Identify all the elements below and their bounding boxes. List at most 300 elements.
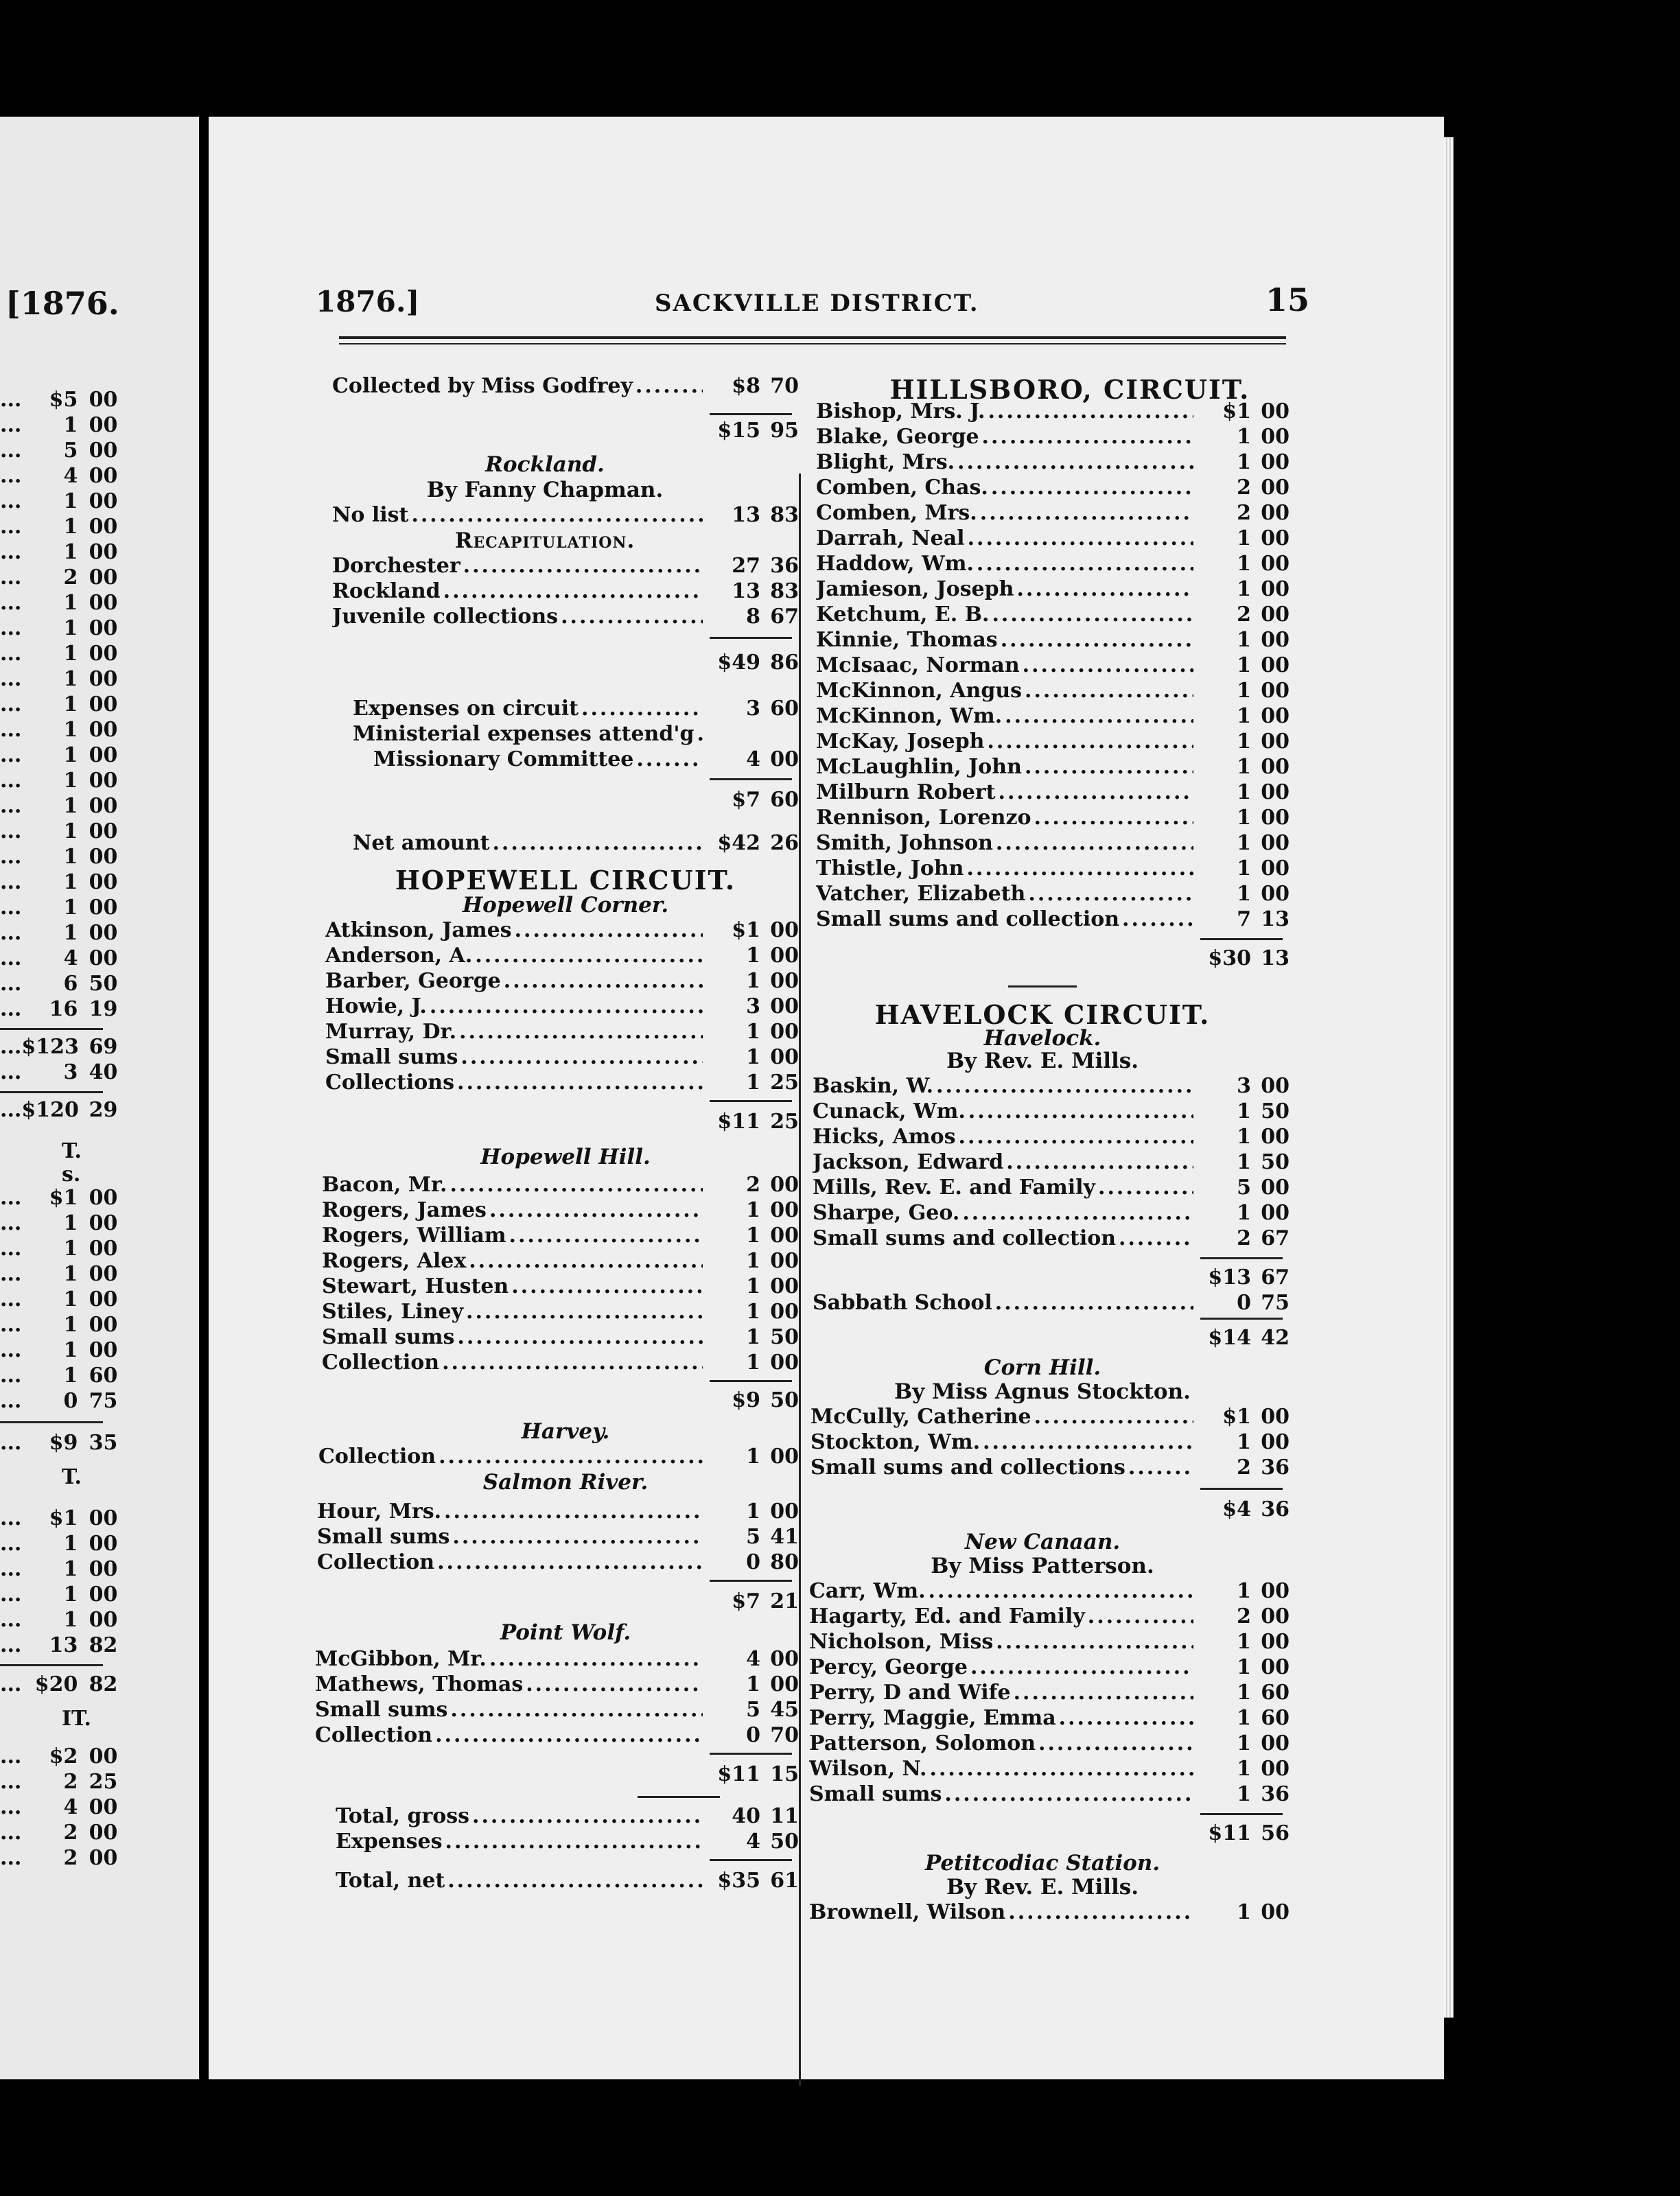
amount-cents: 21 [770, 1589, 799, 1613]
amount-cents: 00 [1261, 603, 1290, 627]
leader-dots: ... [0, 1313, 22, 1337]
amount-cents: 00 [1261, 450, 1290, 474]
amount-cents: 00 [89, 896, 118, 920]
amount-row [0, 743, 117, 768]
entry-name: Collection [318, 1445, 436, 1469]
amount-cents: 00 [1261, 628, 1290, 652]
leader-dots [515, 918, 703, 942]
recap-total [332, 651, 799, 677]
amount-dollars: 1 [1237, 1150, 1251, 1174]
hillsboro-heading: HILLSBORO, CIRCUIT. [889, 374, 1250, 405]
amount-row [0, 1338, 117, 1363]
amount-dollars: 1 [63, 1364, 78, 1388]
amount [21, 642, 117, 666]
leader-dots: ... [0, 972, 22, 996]
havelock-by: By Rev. E. Mills. [946, 1049, 1139, 1073]
leader-dots [475, 944, 703, 968]
entry-name: McLaughlin, John [816, 755, 1022, 779]
amount-dollars: $123 [21, 1035, 79, 1059]
amount-dollars: 1 [63, 1338, 78, 1362]
leader-dots: ... [0, 1389, 22, 1413]
amount-cents: 29 [89, 1098, 118, 1122]
donor-row [816, 476, 1290, 502]
amount-dollars: 1 [63, 692, 78, 716]
hopewell-circuit-heading: HOPEWELL CIRCUIT. [395, 865, 736, 896]
leader-dots: ... [0, 896, 22, 920]
entry-name: Collection [322, 1351, 440, 1375]
havelock-subtotal [809, 1265, 1290, 1292]
amount-cents: 13 [1261, 946, 1290, 970]
new-canaan-by: By Miss Patterson. [931, 1554, 1154, 1578]
donor-row [317, 1550, 799, 1576]
rockland-by: By Fanny Chapman. [426, 478, 664, 502]
amount-cents: 00 [89, 1338, 118, 1362]
amount-dollars: 1 [746, 1198, 760, 1222]
amount [21, 1557, 117, 1582]
amount-dollars: 1 [63, 667, 78, 691]
amount-cents: 00 [770, 1198, 799, 1222]
amount [21, 1186, 117, 1211]
leader-dots [492, 831, 703, 855]
entry-name: Percy, George [809, 1655, 968, 1679]
amount-cents: 00 [1261, 1604, 1290, 1628]
leader-dots [450, 1698, 703, 1722]
entry-name: Howie, J. [325, 994, 427, 1018]
amount-row [0, 1364, 117, 1388]
amount-cents: 41 [770, 1525, 799, 1549]
leader-dots [466, 1300, 703, 1324]
leader-dots [970, 1655, 1193, 1679]
leader-dots: ... [0, 1795, 22, 1819]
amount-dollars: 1 [1237, 704, 1251, 728]
leader-dots [435, 1723, 703, 1747]
donor-row [809, 1782, 1290, 1808]
havelock-subheading: Havelock. [983, 1026, 1101, 1051]
amount-cents: 50 [89, 972, 118, 996]
amount-cents: 00 [89, 794, 118, 818]
amount-dollars: 1 [1237, 780, 1251, 804]
amount-cents: 00 [1261, 882, 1290, 906]
leader-dots: ... [0, 515, 22, 539]
amount-dollars: 13 [49, 1633, 78, 1657]
amount-cents: 60 [1261, 1706, 1290, 1730]
leader-dots: ... [0, 591, 22, 615]
amount-row [0, 413, 117, 438]
salmon-river-total [317, 1589, 799, 1615]
amount [21, 388, 117, 412]
amount-dollars: $5 [49, 388, 78, 412]
amount-dollars: 1 [1237, 1430, 1251, 1454]
amount-dollars: $1 [732, 918, 760, 942]
havelock-total [809, 1326, 1290, 1352]
amount-cents: 70 [770, 1723, 799, 1747]
donor-row [322, 1224, 799, 1250]
entry-name: McKinnon, Wm. [816, 704, 1003, 728]
amount-cents: 60 [89, 1364, 118, 1388]
donor-row [809, 1681, 1290, 1707]
donor-row [816, 552, 1290, 578]
leader-dots [1025, 679, 1193, 703]
entry-name: Atkinson, James [325, 918, 512, 942]
leader-dots [1023, 653, 1193, 677]
amount-cents: 00 [770, 1351, 799, 1375]
amount-cents: 60 [770, 697, 799, 721]
amount-row [0, 1821, 117, 1845]
leader-dots [1059, 1706, 1193, 1730]
leader-dots [526, 1672, 703, 1696]
leader-dots: ... [0, 870, 22, 894]
amount-dollars: 27 [732, 554, 760, 578]
entry-name: Sabbath School [813, 1291, 992, 1315]
leader-dots: ... [0, 1060, 22, 1084]
amount-cents: 50 [770, 1388, 799, 1412]
amount-cents: 00 [1261, 552, 1290, 576]
page-edges [1444, 137, 1454, 2018]
leader-dots [443, 579, 703, 603]
amount-row [0, 896, 117, 920]
amount-dollars: $14 [1208, 1326, 1251, 1350]
amount-row [0, 845, 117, 869]
amount-cents: 00 [770, 1274, 799, 1298]
amount-dollars: 1 [63, 1608, 78, 1632]
amount-cents: 00 [89, 870, 118, 894]
entry-name: Collections [325, 1071, 454, 1095]
amount-cents: 26 [770, 831, 799, 855]
amount-dollars: 1 [1237, 679, 1251, 703]
leader-dots: ... [0, 413, 22, 437]
amount-dollars: 1 [63, 540, 78, 564]
donor-row [816, 729, 1290, 756]
amount-row [0, 1237, 117, 1261]
amount-cents: 00 [89, 1186, 118, 1210]
entry-name: Carr, Wm. [809, 1579, 926, 1603]
amount-cents: 70 [770, 374, 799, 398]
amount-cents: 75 [1261, 1291, 1290, 1315]
amount-dollars: 1 [1237, 628, 1251, 652]
entry-name: Barber, George [325, 969, 501, 993]
amount-cents: 00 [1261, 729, 1290, 754]
entry-name: Mathews, Thomas [315, 1672, 524, 1696]
entry-name: Expenses on circuit [353, 697, 579, 721]
amount-cents: 00 [1261, 1900, 1290, 1924]
amount [21, 946, 117, 971]
donor-row [816, 577, 1290, 603]
amount-dollars: 5 [1237, 1176, 1251, 1200]
leader-dots: ... [0, 1035, 22, 1059]
entry-name: Expenses [336, 1830, 443, 1854]
entry-name: Small sums [317, 1525, 450, 1549]
amount-dollars: 1 [746, 1300, 760, 1324]
donor-row [315, 1672, 799, 1698]
recap-row [332, 579, 799, 605]
amount-dollars: 1 [63, 1557, 78, 1581]
leader-dots [1028, 882, 1193, 906]
amount-dollars: 4 [63, 464, 78, 488]
leader-dots: ... [0, 845, 22, 869]
entry-name: Wilson, N. [809, 1757, 927, 1781]
entry-name: Small sums [322, 1325, 455, 1349]
amount-dollars: 1 [1237, 1782, 1251, 1806]
amount-dollars: $35 [717, 1869, 760, 1893]
heading-fragment: IT. [62, 1707, 91, 1731]
amount-dollars: 2 [1237, 501, 1251, 525]
sum-rule [710, 1580, 792, 1582]
amount-dollars: 1 [63, 718, 78, 742]
amount-cents: 00 [1261, 476, 1290, 500]
amount-cents: 00 [770, 1499, 799, 1523]
leader-dots [962, 1201, 1193, 1225]
sum-rule [0, 1091, 103, 1093]
leader-dots [1119, 1226, 1193, 1250]
sum-rule [1200, 1318, 1283, 1320]
entry-name: Collection [317, 1550, 435, 1574]
amount-cents: 82 [89, 1633, 118, 1657]
amount-cents: 00 [89, 1582, 118, 1607]
amount-cents: 67 [1261, 1265, 1290, 1289]
leader-dots [697, 722, 703, 746]
amount-cents: 00 [1261, 704, 1290, 728]
amount-dollars: 1 [746, 1071, 760, 1095]
page-title: SACKVILLE DISTRICT. [655, 290, 979, 317]
leader-dots: ... [0, 1431, 22, 1455]
leader-dots [944, 1782, 1193, 1806]
petitcodiac-heading: Petitcodiac Station. [924, 1851, 1160, 1876]
entry-name: Kinnie, Thomas [816, 628, 998, 652]
sum-rule [710, 1100, 792, 1102]
net-row [0, 1098, 117, 1123]
entry-name: Rogers, Alex [322, 1249, 467, 1273]
sum-rule [638, 1796, 720, 1798]
amount-cents: 00 [770, 918, 799, 942]
new-canaan-heading: New Canaan. [964, 1530, 1121, 1554]
amount [21, 1338, 117, 1363]
donor-row [816, 526, 1290, 552]
leader-dots [1008, 1900, 1193, 1924]
amount-dollars: 5 [746, 1525, 760, 1549]
hopewell-corner-total [325, 1110, 799, 1136]
amount-dollars: 1 [63, 870, 78, 894]
leader-dots [1006, 1150, 1193, 1174]
amount-dollars: 1 [746, 1325, 760, 1349]
amount [21, 1846, 117, 1871]
amount [21, 972, 117, 996]
amount-dollars: 1 [746, 1672, 760, 1696]
amount-dollars: 1 [746, 1351, 760, 1375]
sum-rule [0, 1028, 103, 1030]
amount-row [0, 1389, 117, 1414]
entry-name: Sharpe, Geo. [813, 1201, 960, 1225]
amount [21, 819, 117, 844]
amount-dollars: $2 [49, 1744, 78, 1768]
leader-dots: ... [0, 642, 22, 666]
new-canaan-total [809, 1821, 1290, 1847]
amount-cents: 45 [770, 1698, 799, 1722]
amount-dollars: $7 [732, 788, 760, 812]
leader-dots [1088, 1604, 1193, 1628]
entry-name: Bacon, Mr. [322, 1173, 447, 1197]
amount-cents: 00 [1261, 856, 1290, 880]
amount-dollars: 0 [63, 1389, 78, 1413]
amount-dollars: 1 [746, 944, 760, 968]
amount [21, 718, 117, 743]
amount-dollars: $11 [717, 1762, 760, 1786]
amount-dollars: 2 [746, 1173, 760, 1197]
amount [21, 1672, 117, 1697]
leader-dots [636, 747, 703, 771]
amount [21, 591, 117, 616]
leader-dots [999, 780, 1193, 804]
leader-dots [966, 856, 1193, 880]
leader-dots: ... [0, 1821, 22, 1845]
leader-dots: ... [0, 616, 22, 640]
donor-row [816, 653, 1290, 679]
amount-dollars: 1 [63, 515, 78, 539]
rockland-heading: Rockland. [485, 452, 605, 477]
leader-dots [561, 605, 703, 629]
leader-dots: ... [0, 1237, 22, 1261]
leader-dots: ... [0, 946, 22, 970]
amount-dollars: 0 [1237, 1291, 1251, 1315]
amount-dollars: $1 [1222, 399, 1251, 423]
amount-cents: 00 [1261, 806, 1290, 830]
amount-cents: 95 [770, 419, 799, 443]
donor-row [317, 1499, 799, 1526]
donor-row [813, 1226, 1290, 1252]
amount [21, 489, 117, 514]
amount-dollars: 1 [746, 1445, 760, 1469]
leader-dots [1001, 628, 1193, 652]
amount-dollars: 1 [63, 1287, 78, 1311]
total-gross-row [336, 1804, 799, 1830]
leader-dots: ... [0, 388, 22, 412]
entry-name: Smith, Johnson [816, 831, 993, 855]
entry-name: Collection [315, 1723, 433, 1747]
entry-name: Haddow, Wm. [816, 552, 974, 576]
amount-cents: 00 [89, 540, 118, 564]
amount-cents: 00 [89, 464, 118, 488]
amount-cents: 35 [89, 1431, 118, 1455]
amount-dollars: 13 [732, 579, 760, 603]
donor-row [325, 994, 799, 1020]
leader-dots [1098, 1176, 1193, 1200]
leader-dots: ... [0, 667, 22, 691]
amount [21, 540, 117, 565]
amount [21, 743, 117, 768]
leader-dots: ... [0, 1672, 22, 1696]
left-page-header: [1876. [5, 285, 119, 322]
hopewell-hill-total [322, 1388, 799, 1414]
amount-dollars: 6 [63, 972, 78, 996]
amount [21, 1364, 117, 1388]
net-amount-row [353, 831, 799, 857]
entry-name: Stiles, Liney [322, 1300, 464, 1324]
amount-row [0, 616, 117, 641]
amount-cents: 00 [89, 1846, 118, 1870]
leader-dots: ... [0, 1287, 22, 1311]
amount-dollars: 1 [1237, 1630, 1251, 1654]
leader-dots [444, 1499, 703, 1523]
amount-cents: 42 [1261, 1326, 1290, 1350]
amount [21, 1237, 117, 1261]
recap-row [332, 605, 799, 631]
leader-dots [437, 1550, 703, 1574]
donor-row [315, 1698, 799, 1724]
amount-dollars: 4 [63, 1795, 78, 1819]
amount-dollars: 1 [1237, 552, 1251, 576]
amount-cents: 36 [1261, 1782, 1290, 1806]
recap-heading: Recapitulation. [454, 528, 635, 553]
amount-cents: 00 [1261, 1757, 1290, 1781]
leader-dots [1122, 907, 1193, 931]
amount-row [0, 591, 117, 616]
amount-dollars: 40 [732, 1804, 760, 1828]
amount-dollars: 4 [63, 946, 78, 970]
amount-cents: 00 [89, 642, 118, 666]
amount-cents: 86 [770, 651, 799, 675]
entry-name: McGibbon, Mr. [315, 1647, 487, 1671]
amount-dollars: 2 [63, 1770, 78, 1794]
leader-dots: ... [0, 1262, 22, 1286]
amount-dollars: 1 [1237, 882, 1251, 906]
entry-name: Small sums [809, 1782, 942, 1806]
donor-row [809, 1630, 1290, 1656]
leader-dots [968, 1099, 1193, 1123]
amount-dollars: 1 [1237, 831, 1251, 855]
amount-cents: 00 [89, 1262, 118, 1286]
leader-dots: ... [0, 1338, 22, 1362]
amount-cents: 60 [770, 788, 799, 812]
amount-row [0, 946, 117, 971]
leader-dots [457, 1071, 703, 1095]
amount-cents: 25 [770, 1110, 799, 1134]
leader-dots [489, 1647, 703, 1671]
amount-cents: 00 [1261, 1430, 1290, 1454]
corn-hill-by: By Miss Agnus Stockton. [894, 1379, 1191, 1404]
leader-dots: ... [0, 743, 22, 767]
leader-dots [442, 1351, 703, 1375]
entry-name: Cunack, Wm. [813, 1099, 966, 1123]
donor-row [813, 1201, 1290, 1227]
amount-cents: 67 [770, 605, 799, 629]
amount-row [0, 540, 117, 565]
entry-name: Ministerial expenses attend'g [353, 722, 695, 746]
amount-dollars: 1 [63, 743, 78, 767]
amount-cents: 00 [89, 439, 118, 463]
amount-row [0, 1633, 117, 1658]
amount-cents: 00 [89, 692, 118, 716]
amount [21, 1313, 117, 1338]
amount-row [0, 921, 117, 946]
total-row [0, 1672, 117, 1697]
amount-dollars: 1 [63, 845, 78, 869]
leader-dots: ... [0, 1364, 22, 1388]
recap-row [332, 554, 799, 580]
amount [21, 667, 117, 692]
amount-cents: 00 [770, 1045, 799, 1069]
leader-dots [1034, 1405, 1193, 1429]
amount-cents: 25 [89, 1770, 118, 1794]
leader-dots [982, 425, 1193, 449]
amount-cents: 00 [770, 969, 799, 993]
leader-dots: ... [0, 540, 22, 564]
donor-row [813, 1150, 1290, 1176]
amount [21, 845, 117, 869]
sum-rule [710, 413, 792, 415]
amount-cents: 00 [89, 845, 118, 869]
entry-name: Small sums and collections [810, 1456, 1125, 1480]
amount-cents: 50 [1261, 1150, 1290, 1174]
amount-dollars: 1 [746, 1020, 760, 1044]
